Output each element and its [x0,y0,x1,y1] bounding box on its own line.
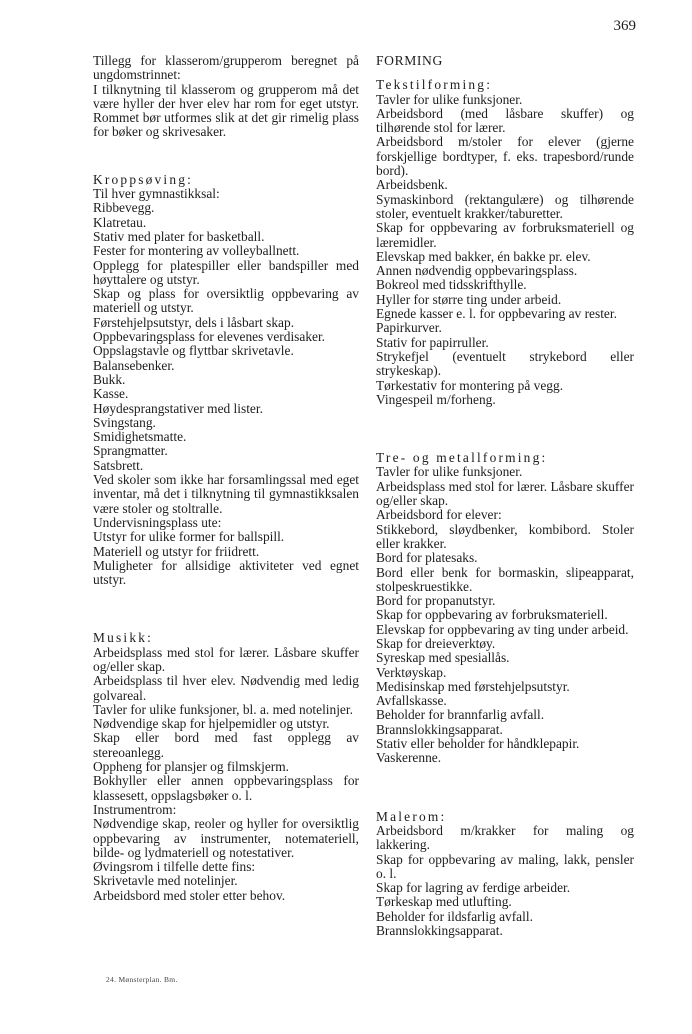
list-item: Brannslokkingsapparat. [376,721,503,737]
list-item: Oppbevaringsplass for elevenes verdisaker. [93,329,326,345]
list-item: Tavler for ulike funksjoner, bl. a. med notelinjer. [93,701,353,717]
list-item: Symaskinbord (rektangulære) og tilhørende stoler, eventuelt krakker/taburetter. [376,191,634,221]
list-item: Stativ med plater for basketball. [93,228,265,244]
list-item: Beholder for brannfarlig avfall. [376,707,545,723]
list-item: Arbeidsplass til hver elev. Nødvendig med ledig golvareal. [93,673,359,703]
list-item: Instrumentrom: [93,801,177,817]
list-item: Vingespeil m/forheng. [376,391,496,407]
list-item: Tavler for ulike funksjoner. [376,91,523,107]
list-item: Muligheter for allsidige aktiviteter ved egnet utstyr. [93,557,359,588]
intro-paragraph: I tilknytning til klasserom og grupperom må det være hyller der hver elev har rom for eget utstyr. Rommet bør utformes slik at det gir rimelig plass for bøker og skrivesaker. [93,81,359,140]
list-item: Kasse. [93,386,129,402]
list-item: Bord eller benk for bormaskin, slipeapparat, stolpeskruestikke. [376,564,634,594]
list-item: Oppheng for plansjer og filmskjerm. [93,759,289,775]
list-item: Svingstang. [93,414,156,430]
list-item: Bokhyller eller annen oppbevaringsplass for klassesett, oppslagsbøker o. l. [93,773,359,803]
list-item: Skap for oppbevaring av forbruksmateriell. [376,607,608,623]
list-item: Bord for platesaks. [376,550,478,566]
list-item: Stativ eller beholder for håndklepapir. [376,736,580,752]
page-number: 369 [613,18,636,34]
list-item: Satsbrett. [93,457,144,473]
section-heading: Tre- og metallforming: [376,450,548,466]
list-item: Tørkeskap med utlufting. [376,894,512,910]
list-item: Ved skoler som ikke har forsamlingssal med eget inventar, må det i tilknytning til gymnastikksalen være stoler og stoltralle. [93,472,359,516]
left-column [93,54,359,903]
section-tekstilforming [376,78,634,407]
list-item: Utstyr for ulike former for ballspill. [93,529,285,545]
list-item: Arbeidsbord for elever: [376,507,502,523]
list-item: Stativ for papirruller. [376,334,489,350]
list-item: Arbeidsplass med stol for lærer. Låsbare skuffer og/eller skap. [376,478,634,509]
list-item: Verktøyskap. [376,664,447,680]
list-item: Nødvendige skap, reoler og hyller for oversiktlig oppbevaring av instrumenter, notemateriell, bilde- og lydmateriell og notestativer. [93,816,359,860]
list-item: Strykefjel (eventuelt strykebord eller strykeskap). [376,348,634,379]
list-item: Øvingsrom i tilfelle dette fins: [93,859,256,875]
list-item: Arbeidsbord m/stoler for elever (gjerne forskjellige bordtyper, f. eks. trapesbord/runde bord). [376,134,634,179]
section-heading: Musikk: [93,630,154,646]
list-item: Skap for lagring av ferdige arbeider. [376,880,571,896]
section-heading: Tekstilforming: [376,77,493,93]
item-list [93,646,359,903]
list-item: Bokreol med tidsskrifthylle. [376,277,527,293]
list-item: Sprangmatter. [93,443,168,459]
list-item: Medisinskap med førstehjelpsutstyr. [376,678,570,694]
list-item: Nødvendige skap for hjelpemidler og utstyr. [93,716,330,732]
section-musikk [93,631,359,903]
list-item: Arbeidsbord med stoler etter behov. [93,887,286,903]
list-item: Avfallskasse. [376,693,447,709]
list-item: Klatretau. [93,214,147,230]
list-item: Elevskap for oppbevaring av ting under arbeid. [376,621,629,637]
list-item: Hyller for større ting under arbeid. [376,291,562,307]
list-item: Undervisningsplass ute: [93,514,222,530]
list-item: Opplegg for platespiller eller bandspiller med høyttalere og utstyr. [93,257,359,287]
list-item: Arbeidsbord (med låsbare skuffer) og tilhørende stol for lærer. [376,105,634,136]
list-item: Arbeidsplass med stol for lærer. Låsbare skuffer og/eller skap. [93,644,359,674]
item-list [93,187,359,587]
list-item: Skap for dreieverktøy. [376,635,496,651]
item-list [376,465,634,765]
intro-section [93,54,359,140]
list-item: Arbeidsbord m/krakker for maling og lakkering. [376,822,634,853]
section-kroppsoving [93,173,359,588]
list-item: Skap for oppbevaring av forbruksmateriell og læremidler. [376,220,634,250]
list-item: Førstehjelpsutstyr, dels i låsbart skap. [93,314,295,330]
list-item: Stikkebord, sløydbenker, kombibord. Stoler eller krakker. [376,521,634,551]
item-list [376,93,634,408]
list-item: Balansebenker. [93,357,175,373]
list-item: Elevskap med bakker, én bakke pr. elev. [376,248,591,264]
list-item: Høydesprangstativer med lister. [93,400,263,416]
list-item: Tørkestativ for montering på vegg. [376,377,564,393]
list-item: Beholder for ildsfarlig avfall. [376,908,533,924]
list-item: Skap og plass for oversiktlig oppbevaring av materiell og utstyr. [93,286,359,316]
list-item: Vaskerenne. [376,750,442,766]
list-item: Skrivetavle med notelinjer. [93,873,238,889]
list-item: Brannslokkingsapparat. [376,923,503,939]
section-heading: Kroppsøving: [93,171,194,187]
main-heading: FORMING [376,53,443,68]
list-item: Ribbevegg. [93,200,155,216]
list-item: Egnede kasser e. l. for oppbevaring av rester. [376,306,617,322]
list-item: Papirkurver. [376,320,442,336]
intro-paragraph: Tillegg for klasserom/grupperom beregnet på ungdomstrinnet: [93,53,359,83]
section-tre-og-metallforming [376,451,634,766]
list-item: Oppslagstavle og flyttbar skrivetavle. [93,343,294,359]
list-item: Bord for propanutstyr. [376,593,496,609]
list-item: Materiell og utstyr for friidrett. [93,543,260,559]
list-item: Fester for montering av volleyballnett. [93,243,300,259]
section-heading: Malerom: [376,808,447,824]
list-item: Smidighetsmatte. [93,429,187,445]
list-item: Skap for oppbevaring av maling, lakk, pensler o. l. [376,851,634,881]
item-list [376,824,634,938]
list-item: Skap eller bord med fast opplegg av stereoanlegg. [93,730,359,760]
section-malerom [376,810,634,939]
list-item: Syreskap med spesiallås. [376,650,510,666]
footer-note: 24. Mønsterplan. Bm. [106,975,178,984]
list-item: Annen nødvendig oppbevaringsplass. [376,263,578,279]
list-item: Bukk. [93,371,126,387]
list-item: Tavler for ulike funksjoner. [376,464,523,480]
list-item: Arbeidsbenk. [376,177,448,193]
list-item: Til hver gymnastikksal: [93,186,220,202]
right-column [376,54,634,938]
